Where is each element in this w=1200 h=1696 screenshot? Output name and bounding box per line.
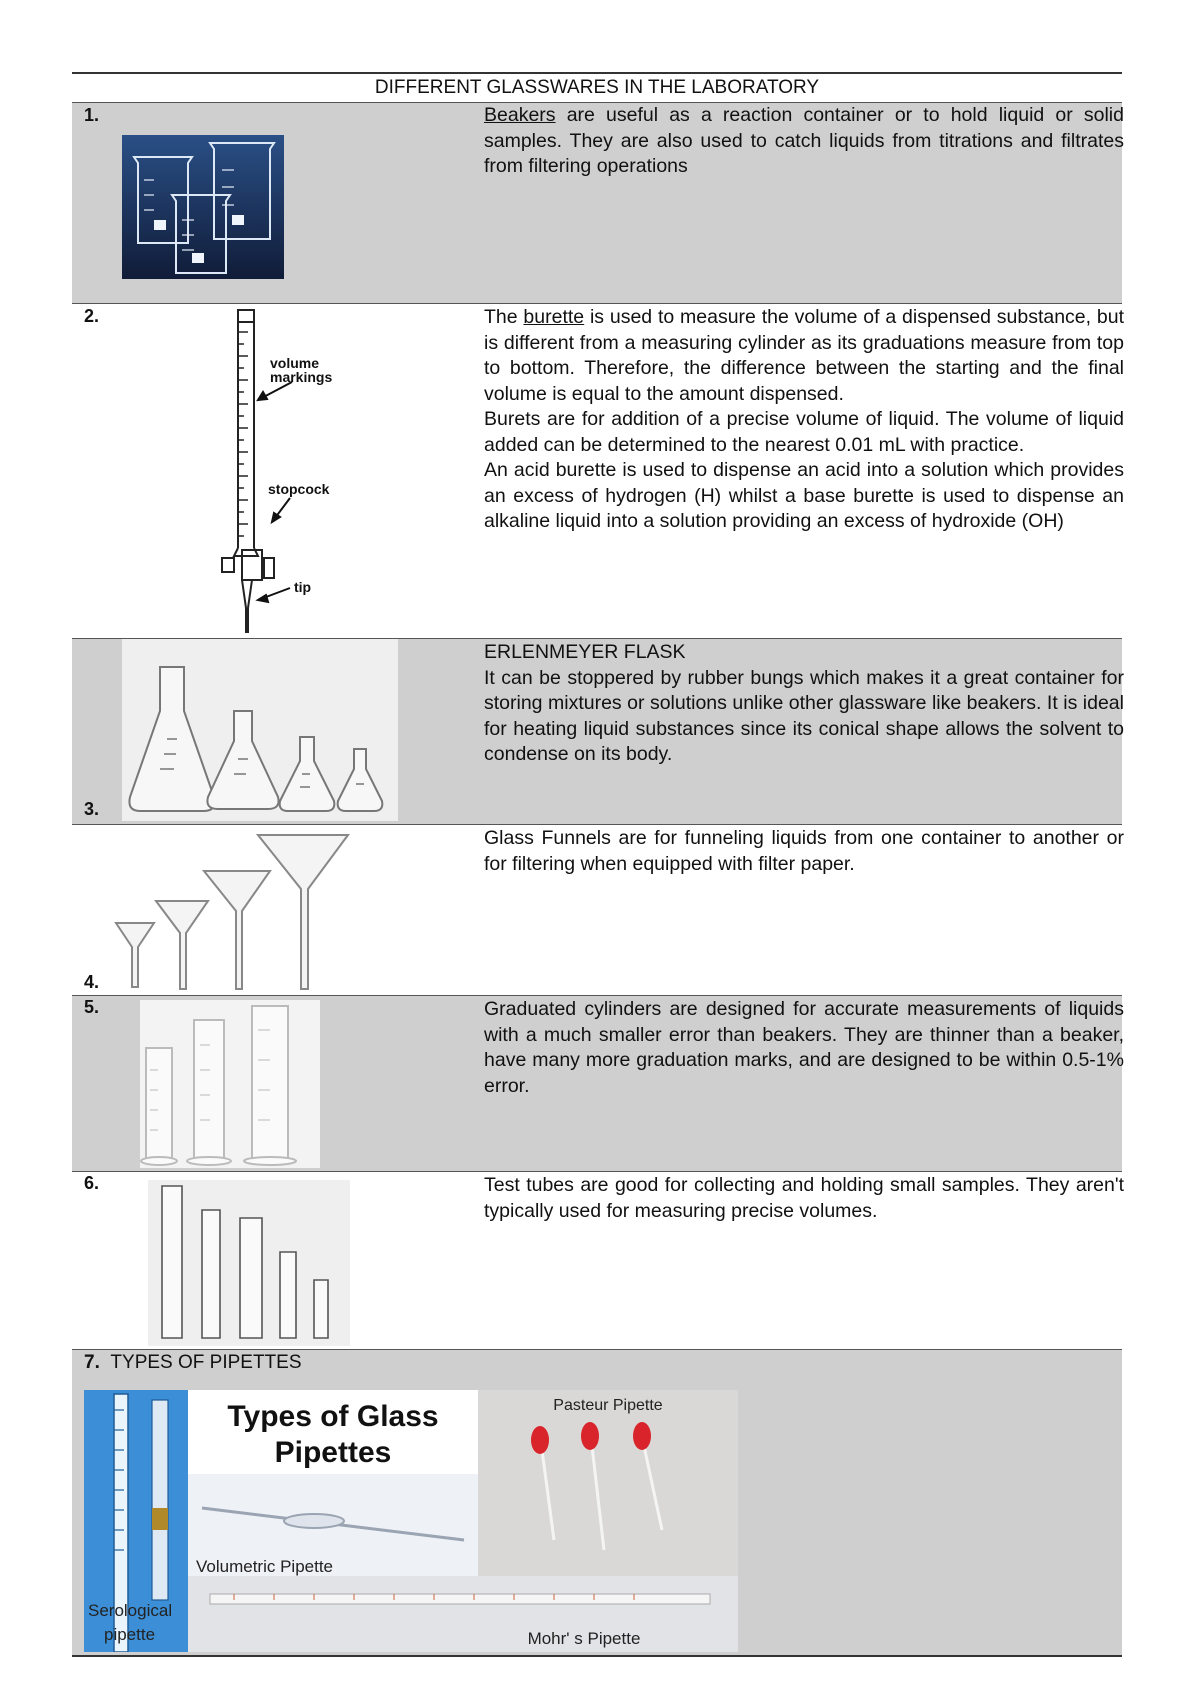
row-number: 1. xyxy=(84,105,100,125)
row-graduated-cylinders xyxy=(72,995,1122,1171)
beakers-image xyxy=(122,135,284,279)
table-bottom-rule xyxy=(72,1655,1122,1657)
mohr-pipette-label: Mohr' s Pipette xyxy=(527,1629,641,1648)
volumetric-pipette-label: Volumetric Pipette xyxy=(196,1557,334,1576)
pipettes-image xyxy=(84,1390,738,1652)
beakers-term: Beakers xyxy=(484,104,556,126)
test-tubes-description: Test tubes are good for collecting and holding small samples. They aren't typically used for measuring precise volumes. xyxy=(484,1174,1124,1222)
beakers-description: Beakers are useful as a reaction container or to hold liquid or solid samples. They are also used to catch liquids from titrations and filtrates from filtering operations xyxy=(484,104,1124,177)
funnels-image xyxy=(112,829,372,993)
erlenmeyer-heading: ERLENMEYER FLASK xyxy=(484,641,686,663)
graduated-cylinders-image xyxy=(140,1000,320,1168)
row-test-tubes xyxy=(72,1171,1122,1349)
burette-label-volume: volume xyxy=(270,355,320,371)
row-number: 6. xyxy=(84,1173,100,1193)
burette-paragraph-2: Burets are for addition of a precise volume of liquid. The volume of liquid added can be determined to the nearest 0.01 mL with practice. xyxy=(484,408,1124,456)
graduated-cylinders-description: Graduated cylinders are designed for accurate measurements of liquids with a much smaller error than beakers. They are thinner than a beaker, have many more graduation marks, and are designed to be within 0.5-1% error. xyxy=(484,998,1124,1097)
row-beakers xyxy=(72,102,1122,303)
row-burette xyxy=(72,303,1122,638)
pipettes-heading-line xyxy=(84,1352,302,1374)
row-number: 7. xyxy=(84,1352,100,1373)
row-number: 4. xyxy=(84,972,100,992)
burette-label-markings: markings xyxy=(270,369,333,385)
burette-description: The burette is used to measure the volume of a dispensed substance, but is different from a measuring cylinder as its graduations measure from top to bottom. Therefore, the difference between the starting and the final volume is equal to the amount dispensed. Burets are for addition of a precise volume of liquid. The volume of liquid added can be determined to the nearest 0.01 mL with practice. An acid burette is used to dispense an acid into a solution which provides an excess of hydrogen (H) whilst a base burette is used to dispense an alkaline liquid into a solution providing an excess of hydroxide (OH) xyxy=(484,305,1124,535)
erlenmeyer-description: ERLENMEYER FLASK It can be stoppered by rubber bungs which makes it a great container for storing mixtures or solutions unlike other glassware like beakers. It is ideal for heating liquid substances since its conical shape allows the solvent to condense on its body. xyxy=(484,641,1124,765)
serological-pipette-label-2: pipette xyxy=(104,1625,156,1644)
pipettes-image-title-1: Types of Glass xyxy=(227,1400,439,1433)
row-erlenmeyer xyxy=(72,638,1122,824)
erlenmeyer-flasks-image xyxy=(122,639,398,821)
funnels-description: Glass Funnels are for funneling liquids from one container to another or for filtering when equipped with filter paper. xyxy=(484,827,1124,875)
table-title: DIFFERENT GLASSWARES IN THE LABORATORY xyxy=(72,72,1122,102)
burette-label-tip: tip xyxy=(294,579,312,595)
burette-image xyxy=(142,308,382,636)
row-number: 5. xyxy=(84,997,100,1017)
burette-label-stopcock: stopcock xyxy=(268,481,330,497)
pasteur-pipette-label: Pasteur Pipette xyxy=(553,1397,663,1414)
test-tubes-image xyxy=(148,1180,350,1346)
serological-pipette-label-1: Serological xyxy=(88,1601,173,1620)
glassware-table xyxy=(72,72,1122,1657)
row-number: 2. xyxy=(84,306,100,326)
burette-term: burette xyxy=(523,306,585,328)
row-number: 3. xyxy=(84,799,100,819)
pipettes-heading: TYPES OF PIPETTES xyxy=(110,1352,302,1373)
row-pipettes xyxy=(72,1349,1122,1655)
pipettes-image-title-2: Pipettes xyxy=(274,1436,392,1469)
row-funnels xyxy=(72,824,1122,995)
burette-paragraph-3: An acid burette is used to dispense an acid into a solution which provides an excess of hydrogen (H) whilst a base burette is used to dispense an alkaline liquid into a solution providing an excess of hydroxide (OH) xyxy=(484,459,1124,532)
